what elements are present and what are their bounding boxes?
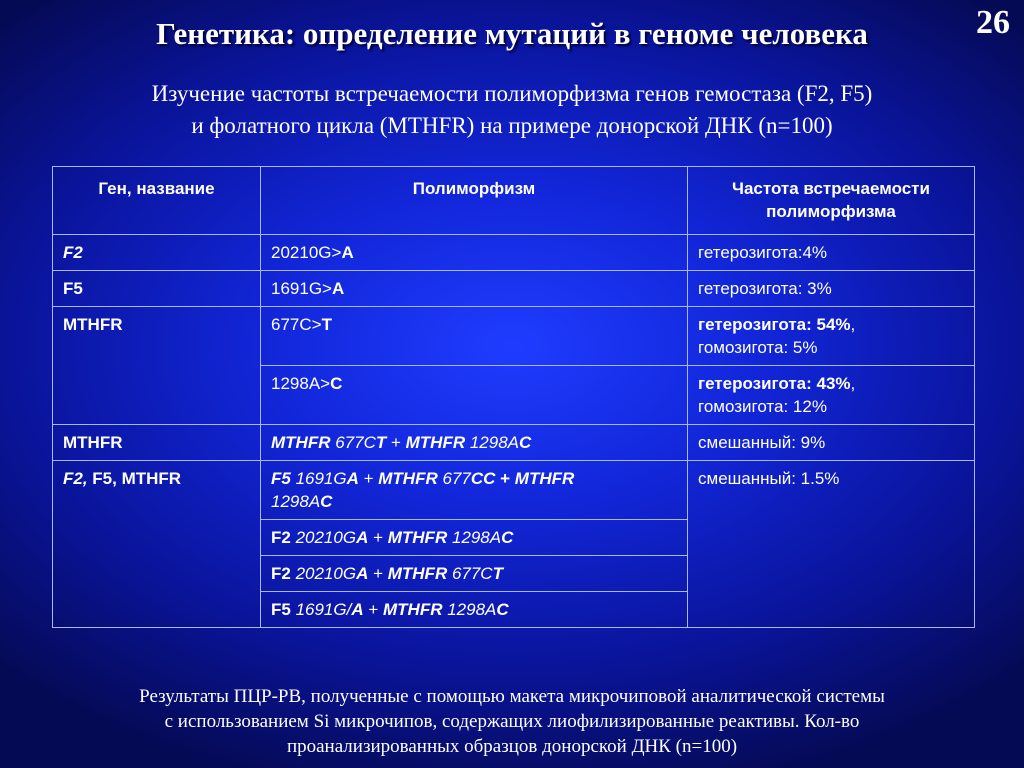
poly-gene: MTHFR (514, 469, 575, 488)
cell-polymorphism (261, 235, 688, 271)
header-frequency: Частота встречаемости полиморфизма (688, 167, 975, 235)
poly-gene: F5 (271, 469, 291, 488)
gene-name: F5, MTHFR (87, 469, 182, 488)
cell-frequency: смешанный: 1.5% (688, 461, 975, 628)
poly-gene: F5 (271, 600, 291, 619)
poly-plus: + (368, 528, 388, 547)
poly-allele: A (341, 243, 354, 262)
freq-comma: , (850, 374, 856, 393)
poly-gene: MTHFR (387, 564, 448, 583)
poly-text: 20210G (290, 564, 357, 583)
poly-text: 1691G/ (290, 600, 352, 619)
table-row (53, 307, 975, 366)
slide-number: 26 (976, 4, 1010, 41)
poly-text: 677C (447, 564, 493, 583)
header-gene: Ген, название (53, 167, 261, 235)
poly-text: 677C> (271, 315, 322, 334)
poly-plus: + (386, 433, 406, 452)
poly-gene: MTHFR (383, 600, 443, 619)
poly-allele: A (346, 469, 359, 488)
freq-homozygote: гомозигота: 12% (698, 397, 827, 416)
poly-plus: + (358, 469, 379, 488)
poly-gene: MTHFR (387, 528, 448, 547)
polymorphism-table (52, 166, 975, 628)
gene-name: F2 (63, 243, 83, 262)
poly-text: 20210G (290, 528, 357, 547)
cell-polymorphism (261, 271, 688, 307)
cell-frequency: гетерозигота:4% (688, 235, 975, 271)
footer-line-1: Результаты ПЦР-РВ, полученные с помощью макета микрочиповой аналитической системы (139, 686, 885, 707)
poly-allele: C (519, 433, 532, 452)
poly-allele: T (375, 433, 387, 452)
footer-line-3: проанализированных образцов донорской ДНК (n=100) (286, 736, 738, 757)
gene-name: F2, (63, 469, 88, 488)
poly-allele: CC (470, 469, 496, 488)
poly-allele: C (330, 374, 343, 393)
cell-gene (53, 307, 261, 425)
table-header-row (53, 167, 975, 235)
header-polymorphism: Полиморфизм (261, 167, 688, 235)
cell-polymorphism (261, 425, 688, 461)
footer-line-2: с использованием Si микрочипов, содержащих лиофилизированные реактивы. Кол-во (164, 711, 860, 732)
gene-name: MTHFR (63, 315, 123, 334)
cell-frequency (688, 366, 975, 425)
cell-gene (53, 425, 261, 461)
gene-name: F5 (63, 279, 83, 298)
poly-gene: MTHFR (405, 433, 466, 452)
poly-text: 1298A (442, 600, 497, 619)
table-row (53, 461, 975, 520)
cell-frequency (688, 307, 975, 366)
poly-allele: A (351, 600, 364, 619)
cell-polymorphism (261, 461, 688, 520)
poly-gene: F2 (271, 528, 291, 547)
freq-comma: , (850, 315, 856, 334)
cell-gene (53, 461, 261, 628)
poly-allele: T (492, 564, 503, 583)
freq-heterozygote: гетерозигота: 43% (698, 374, 851, 393)
poly-allele: A (331, 279, 345, 298)
cell-polymorphism (261, 366, 688, 425)
poly-plus: + (495, 469, 515, 488)
poly-gene: MTHFR (378, 469, 438, 488)
slide-footer-note (30, 684, 994, 759)
subtitle-line-2: и фолатного цикла (MTHFR) на примере донорской ДНК (n=100) (191, 113, 833, 138)
poly-text: 677C (330, 433, 376, 452)
freq-homozygote: гомозигота: 5% (698, 338, 818, 357)
table-row (53, 425, 975, 461)
poly-allele: A (356, 564, 369, 583)
poly-allele: C (496, 600, 509, 619)
gene-name: MTHFR (63, 433, 123, 452)
cell-polymorphism (261, 592, 688, 628)
poly-text: 677 (437, 469, 471, 488)
poly-text: 20210G> (271, 243, 342, 262)
poly-gene: MTHFR (271, 433, 331, 452)
cell-frequency: гетерозигота: 3% (688, 271, 975, 307)
poly-text: 1691G (290, 469, 347, 488)
cell-polymorphism (261, 520, 688, 556)
poly-text: 1691G> (271, 279, 332, 298)
cell-gene (53, 271, 261, 307)
slide-subtitle (40, 78, 984, 142)
poly-allele: T (321, 315, 332, 334)
poly-text: 1298A (271, 492, 321, 511)
poly-plus: + (363, 600, 383, 619)
slide-title: Генетика: определение мутаций в геноме человека (156, 16, 868, 51)
poly-text: 1298A (447, 528, 502, 547)
poly-text: 1298A> (271, 374, 331, 393)
freq-heterozygote: гетерозигота: 54% (698, 315, 851, 334)
poly-allele: C (501, 528, 514, 547)
table-row (53, 235, 975, 271)
cell-polymorphism (261, 307, 688, 366)
cell-polymorphism (261, 556, 688, 592)
poly-allele: C (320, 492, 333, 511)
poly-allele: A (356, 528, 369, 547)
table-row (53, 271, 975, 307)
poly-plus: + (368, 564, 388, 583)
poly-gene: F2 (271, 564, 291, 583)
poly-text: 1298A (465, 433, 519, 452)
cell-gene (53, 235, 261, 271)
subtitle-line-1: Изучение частоты встречаемости полиморфизма генов гемостаза (F2, F5) (151, 81, 873, 106)
cell-frequency: смешанный: 9% (688, 425, 975, 461)
